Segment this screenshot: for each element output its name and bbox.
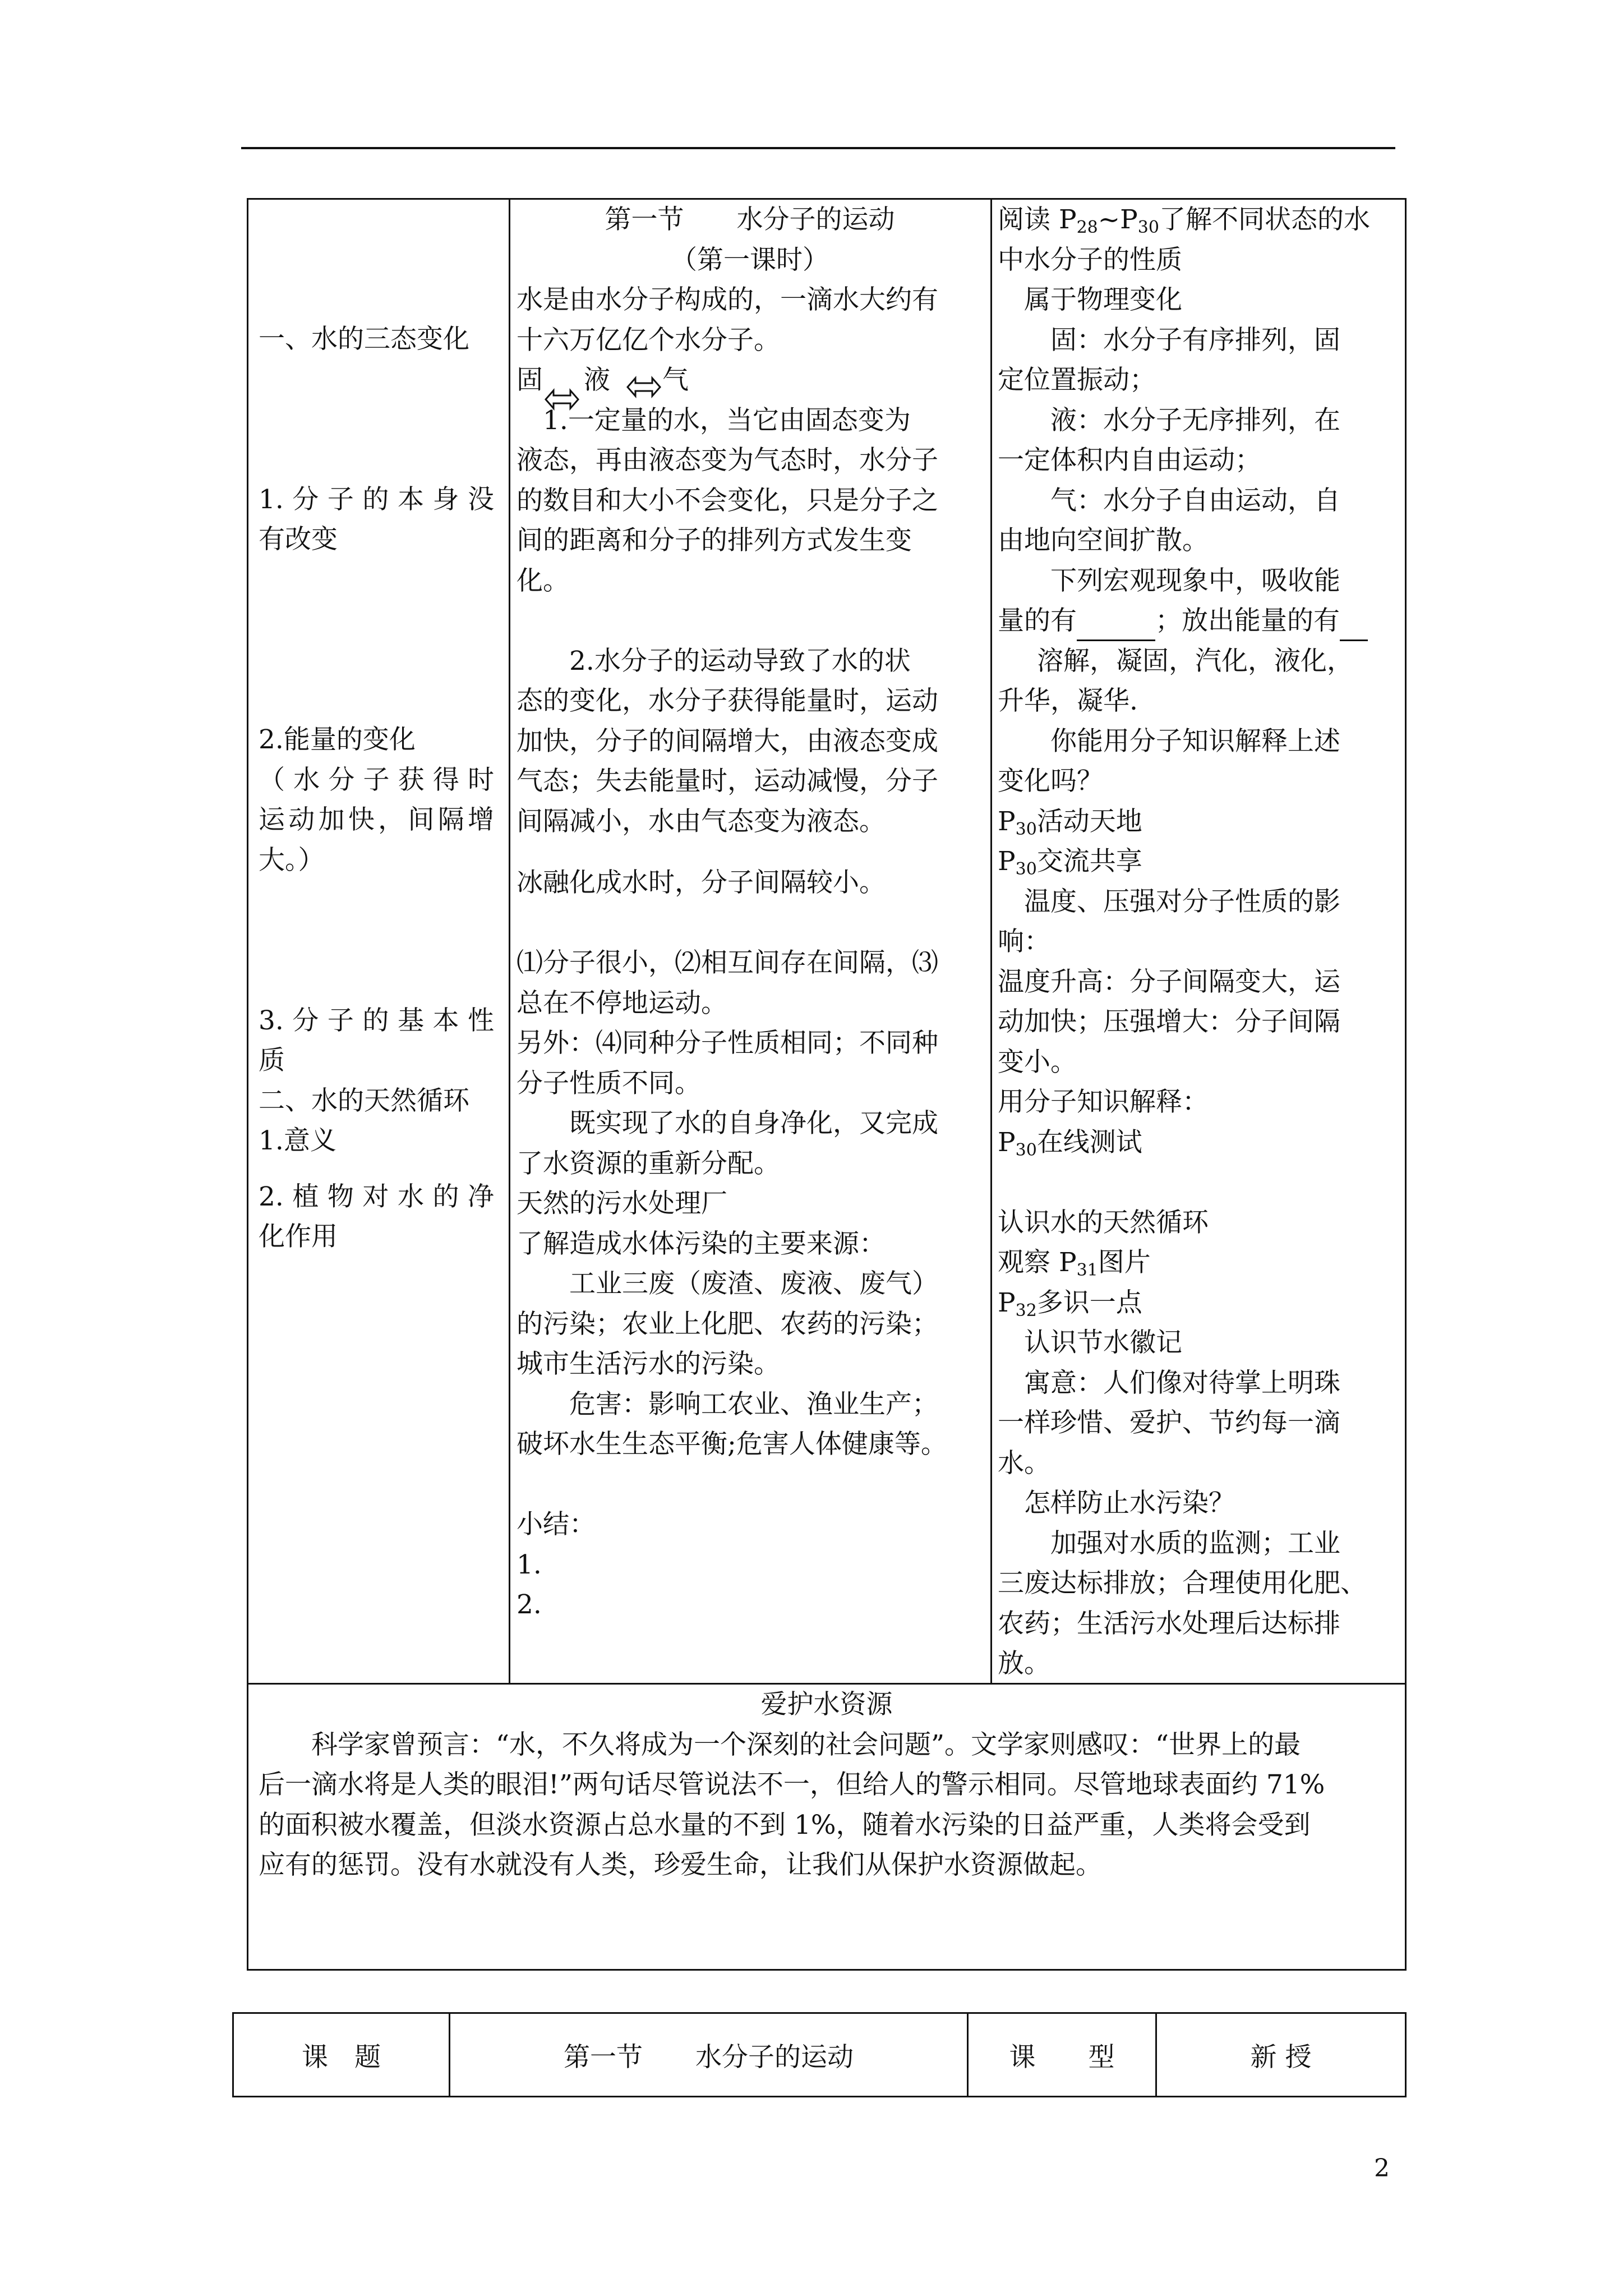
outline-item: （水分子获得时	[259, 764, 494, 795]
activity-line: 观察 $P_{31}$图片	[998, 1247, 1151, 1280]
content-line: 水是由水分子构成的，一滴水大约有	[517, 284, 938, 315]
activity-line: 温度升高：分子间隔变大，运	[998, 966, 1340, 997]
content-line: 间隔减小，水由气态变为液态。	[517, 806, 886, 837]
column-divider-2	[990, 200, 992, 1683]
activity-line: 动加快；压强增大：分子间隔	[998, 1006, 1340, 1037]
content-column	[517, 200, 983, 1625]
passage-line: 后一滴水将是人类的眼泪!”两句话尽管说法不一，但给人的警示相同。尽管地球表面约 71%	[259, 1769, 1325, 1800]
activity-line: 用分子知识解释：	[998, 1087, 1209, 1117]
type-label: 课 型	[969, 2014, 1157, 2096]
activity-line: 寓意：人们像对待掌上明珠	[1024, 1367, 1340, 1398]
activity-line: $P_{30}$活动天地	[998, 806, 1142, 839]
content-line: 分子性质不同。	[517, 1068, 701, 1099]
activity-line: 变小。	[998, 1046, 1077, 1078]
content-line: 的污染；农业上化肥、农药的污染；	[517, 1308, 938, 1340]
outline-item: 大。）	[259, 844, 325, 876]
content-line: ⑴分子很小，⑵相互间存在间隔，⑶	[517, 947, 938, 978]
content-line: 天然的污水处理厂	[517, 1188, 727, 1219]
activity-line: 加强对水质的监测；工业	[1050, 1527, 1340, 1559]
content-line: 1.一定量的水，当它由固态变为	[543, 404, 911, 436]
content-line: 城市生活污水的污染。	[517, 1349, 780, 1379]
activity-line: $P_{30}$在线测试	[998, 1126, 1142, 1160]
activity-line: 怎样防止水污染？	[1024, 1488, 1235, 1519]
lesson-title: 第一节 水分子的运动	[605, 204, 895, 235]
passage-line: 应有的惩罚。没有水就没有人类，珍爱生命，让我们从保护水资源做起。	[259, 1849, 1102, 1880]
activity-line: 由地向空间扩散。	[998, 525, 1209, 556]
state-liquid: 液	[584, 365, 610, 395]
summary-item: 2.	[517, 1589, 542, 1620]
activity-line: 三废达标排放；合理使用化肥、	[998, 1568, 1367, 1599]
header-rule	[241, 147, 1395, 149]
reading-passage	[248, 1685, 1405, 1885]
activity-line: 溶解，凝固，汽化，液化，	[1037, 645, 1353, 677]
activity-line: 温度、压强对分子性质的影	[1024, 886, 1340, 917]
content-line: 既实现了水的自身净化，又完成	[569, 1108, 938, 1139]
content-line: 态的变化，水分子获得能量时，运动	[517, 685, 938, 716]
activity-line: $P_{32}$多识一点	[998, 1287, 1142, 1320]
page-number: 2	[1374, 2154, 1390, 2183]
content-line: 加快，分子的间隔增大，由液态变成	[517, 725, 938, 757]
activity-line: 阅读 $P_{28}\sim P_{30}$了解不同状态的水	[998, 204, 1370, 237]
outline-item: 3.分子的基本性	[259, 1005, 494, 1036]
outline-item: 1.意义	[259, 1125, 336, 1156]
activity-line: $P_{30}$交流共享	[998, 846, 1142, 879]
topic-value: 第一节 水分子的运动	[450, 2014, 969, 2096]
content-line: 破坏水生生态平衡;危害人体健康等。	[517, 1429, 947, 1460]
content-line: 2.水分子的运动导致了水的状	[569, 645, 911, 677]
outline-item: 2.植物对水的净	[259, 1181, 494, 1212]
content-line: 液态，再由液态变为气态时，水分子	[517, 445, 938, 476]
column-divider-1	[509, 200, 510, 1683]
passage-line: 的面积被水覆盖，但淡水资源占总水量的不到 1%，随着水污染的日益严重，人类将会受到	[259, 1809, 1311, 1841]
activity-line: 定位置振动；	[998, 365, 1156, 395]
content-line: 了水资源的重新分配。	[517, 1148, 780, 1179]
double-arrow-icon	[545, 388, 579, 411]
activity-line: 一样珍惜、爱护、节约每一滴	[998, 1407, 1340, 1438]
activity-line: 量的有 ；放出能量的有	[998, 601, 1401, 641]
topic-label: 课 题	[234, 2014, 450, 2096]
outline-item: 一、水的三态变化	[259, 324, 469, 355]
outline-item: 2.能量的变化	[259, 724, 416, 755]
outline-item: 化作用	[259, 1221, 338, 1252]
activity-line: 农药；生活污水处理后达标排	[998, 1608, 1340, 1639]
lesson-subtitle: （第一课时）	[671, 244, 829, 275]
activity-line: 属于物理变化	[1024, 284, 1182, 315]
state-solid: 固	[517, 365, 543, 395]
outline-item: 1.分子的本身没	[259, 484, 494, 515]
content-line: 工业三废（废渣、废液、废气）	[569, 1268, 938, 1299]
outline-item: 有改变	[259, 524, 338, 555]
activity-line: 液：水分子无序排列，在	[1050, 404, 1340, 436]
content-line: 总在不停地运动。	[517, 987, 727, 1019]
answer-blank[interactable]	[1340, 613, 1368, 641]
content-line: 化。	[517, 565, 569, 596]
activity-line: 升华，凝华.	[998, 685, 1138, 716]
type-value: 新 授	[1250, 2041, 1312, 2073]
activity-line: 气：水分子自由运动，自	[1050, 485, 1340, 516]
activity-line: 水。	[998, 1447, 1050, 1479]
content-line: 十六万亿亿个水分子。	[517, 324, 780, 356]
passage-line: 科学家曾预言：“水，不久将成为一个深刻的社会问题”。文学家则感叹：“世界上的最	[311, 1729, 1301, 1760]
activity-line: 固：水分子有序排列，固	[1050, 324, 1340, 356]
double-arrow-icon	[626, 376, 661, 398]
lesson-info-table	[232, 2012, 1407, 2097]
activity-line: 一定体积内自由运动；	[998, 445, 1261, 476]
activity-line: 放。	[998, 1648, 1050, 1679]
content-line: 气态；失去能量时，运动减慢，分子	[517, 766, 938, 797]
lesson-table	[247, 198, 1407, 1971]
activity-line: 你能用分子知识解释上述	[1050, 725, 1340, 757]
activity-column	[998, 200, 1401, 1684]
summary-item: 1.	[517, 1549, 542, 1580]
state-labels	[517, 360, 983, 401]
activity-line: 认识节水徽记	[1024, 1327, 1182, 1358]
content-line: 间的距离和分子的排列方式发生变	[517, 525, 912, 556]
outline-item: 质	[259, 1045, 285, 1076]
outline-column	[259, 200, 494, 1257]
activity-line: 中水分子的性质	[998, 244, 1182, 275]
summary-heading: 小结：	[517, 1509, 596, 1540]
outline-item: 运动加快，间隔增	[259, 804, 494, 835]
activity-line: 认识水的天然循环	[998, 1207, 1209, 1238]
outline-item: 二、水的天然循环	[259, 1085, 469, 1116]
activity-line: 响：	[998, 926, 1050, 957]
activity-line: 变化吗？	[998, 766, 1103, 797]
content-line: 的数目和大小不会变化，只是分子之	[517, 485, 938, 516]
content-line: 另外：⑷同种分子性质相同；不同种	[517, 1028, 938, 1059]
passage-title: 爱护水资源	[760, 1689, 893, 1720]
content-line: 危害：影响工农业、渔业生产；	[569, 1388, 938, 1420]
content-line: 了解造成水体污染的主要来源：	[517, 1228, 886, 1259]
answer-blank[interactable]	[1077, 613, 1155, 641]
state-gas: 气	[662, 365, 689, 395]
content-line: 冰融化成水时，分子间隔较小。	[517, 867, 886, 898]
activity-line: 下列宏观现象中，吸收能	[1050, 565, 1340, 596]
